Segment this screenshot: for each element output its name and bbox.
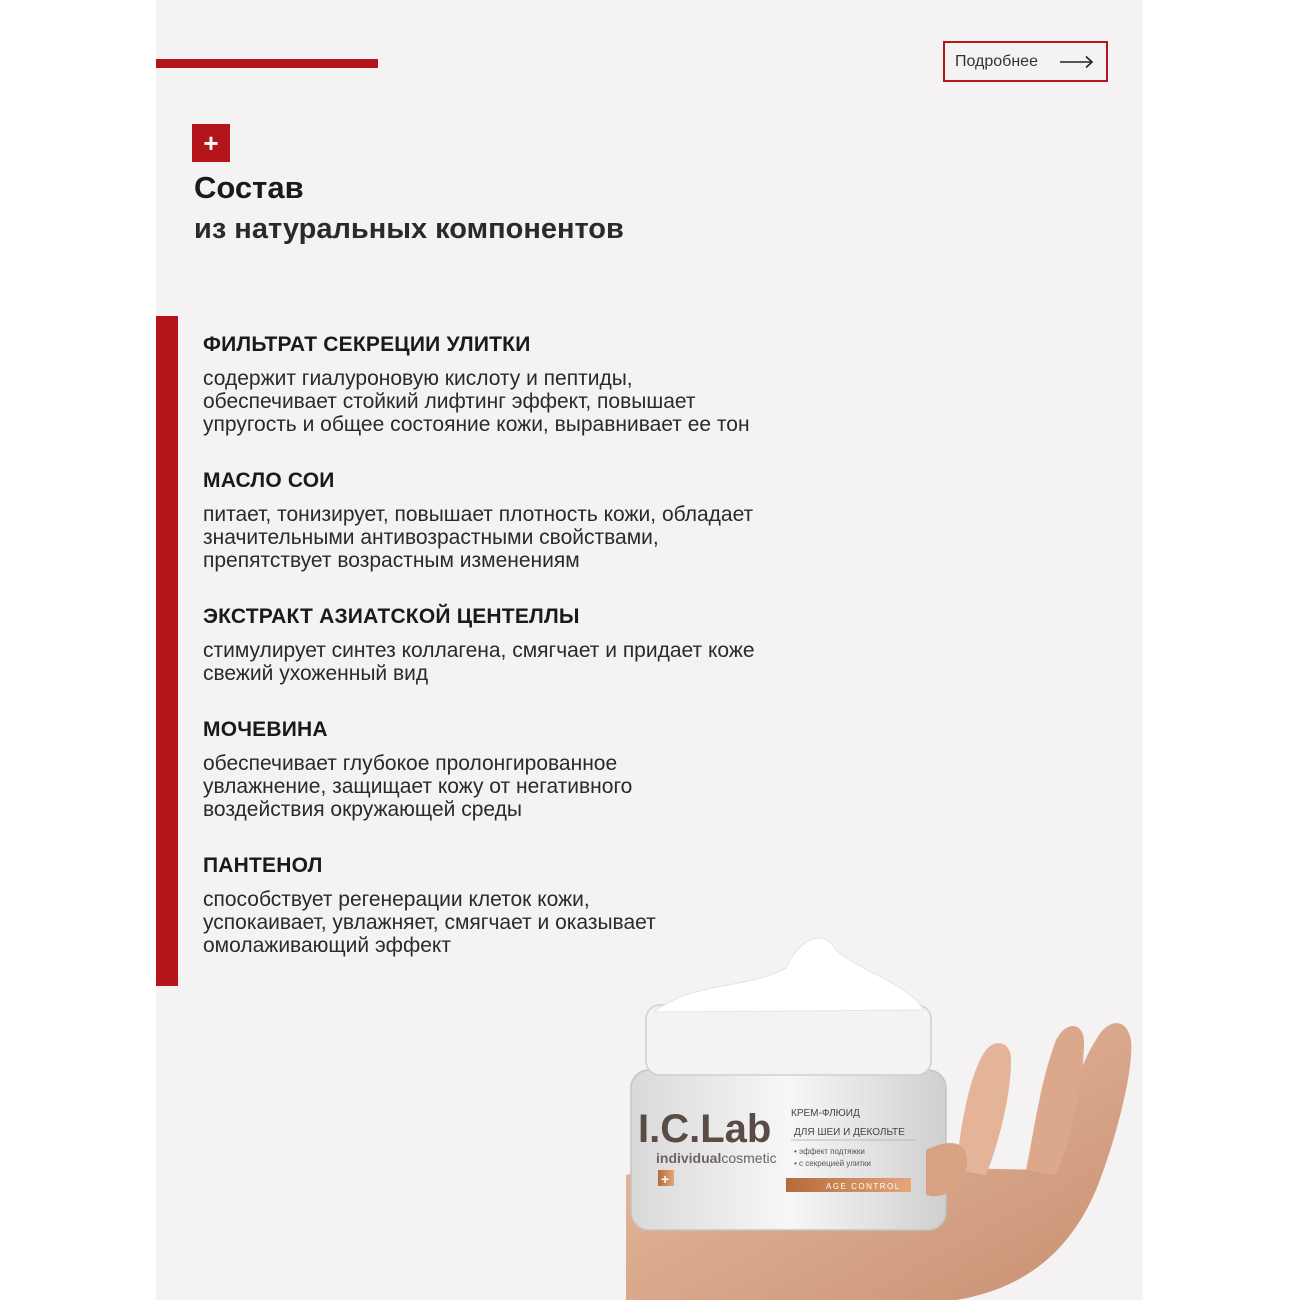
content-panel bbox=[156, 0, 1143, 1300]
section-title: Состав bbox=[194, 170, 304, 205]
ingredient-item bbox=[203, 605, 883, 685]
plus-badge bbox=[192, 124, 230, 162]
product-bullet-1: • эффект подтяжки bbox=[794, 1147, 865, 1156]
brand-sub: cosmetic bbox=[721, 1150, 777, 1166]
ingredient-name: МОЧЕВИНА bbox=[203, 718, 328, 741]
more-button[interactable] bbox=[943, 41, 1108, 82]
ingredient-description: содержит гиалуроновую кислоту и пептиды, обеспечивает стойкий лифтинг эффект, повышает упругость и общее состояние кожи, выравнивает ее тон bbox=[203, 367, 750, 436]
cream bbox=[654, 938, 924, 1012]
ingredient-name: МАСЛО СОИ bbox=[203, 469, 335, 492]
ingredient-item bbox=[203, 469, 883, 572]
ingredient-item bbox=[203, 333, 883, 436]
section-subtitle: из натуральных компонентов bbox=[194, 213, 624, 245]
svg-text:individualcosmetic bbox=[656, 1150, 777, 1166]
top-accent-bar bbox=[156, 59, 378, 68]
more-button-label: Подробнее bbox=[955, 52, 1038, 70]
ingredients-list bbox=[203, 333, 883, 990]
ingredient-description: способствует регенерации клеток кожи, успокаивает, увлажняет, смягчает и оказывает омолаживающий эффект bbox=[203, 888, 656, 957]
brand-sub-bold: individual bbox=[656, 1150, 722, 1166]
ingredient-item bbox=[203, 718, 883, 821]
ingredient-name: ЭКСТРАКТ АЗИАТСКОЙ ЦЕНТЕЛЛЫ bbox=[203, 605, 580, 628]
brand-logo: I.C.Lab bbox=[638, 1107, 772, 1151]
arrow-right-icon bbox=[1060, 55, 1094, 69]
product-type: КРЕМ-ФЛЮИД bbox=[791, 1108, 860, 1119]
ingredient-description: обеспечивает глубокое пролонгированное увлажнение, защищает кожу от негативного воздействия окружающей среды bbox=[203, 752, 633, 821]
jar-rim bbox=[646, 1005, 931, 1075]
ingredient-name: ПАНТЕНОЛ bbox=[203, 854, 323, 877]
ingredient-name: ФИЛЬТРАТ СЕКРЕЦИИ УЛИТКИ bbox=[203, 333, 531, 356]
svg-text:+: + bbox=[661, 1171, 670, 1187]
product-purpose: ДЛЯ ШЕИ И ДЕКОЛЬТЕ bbox=[794, 1127, 905, 1138]
side-accent-bar bbox=[156, 316, 178, 986]
ingredient-description: стимулирует синтез коллагена, смягчает и придает коже свежий ухоженный вид bbox=[203, 639, 755, 685]
product-line: AGE CONTROL bbox=[826, 1182, 901, 1191]
ingredient-description: питает, тонизирует, повышает плотность кожи, обладает значительными антивозрастными свойствами, препятствует возрастным изменениям bbox=[203, 503, 754, 572]
product-image bbox=[626, 920, 1143, 1300]
plus-icon: + bbox=[203, 128, 219, 158]
product-bullet-2: • с секрецией улитки bbox=[794, 1159, 871, 1168]
